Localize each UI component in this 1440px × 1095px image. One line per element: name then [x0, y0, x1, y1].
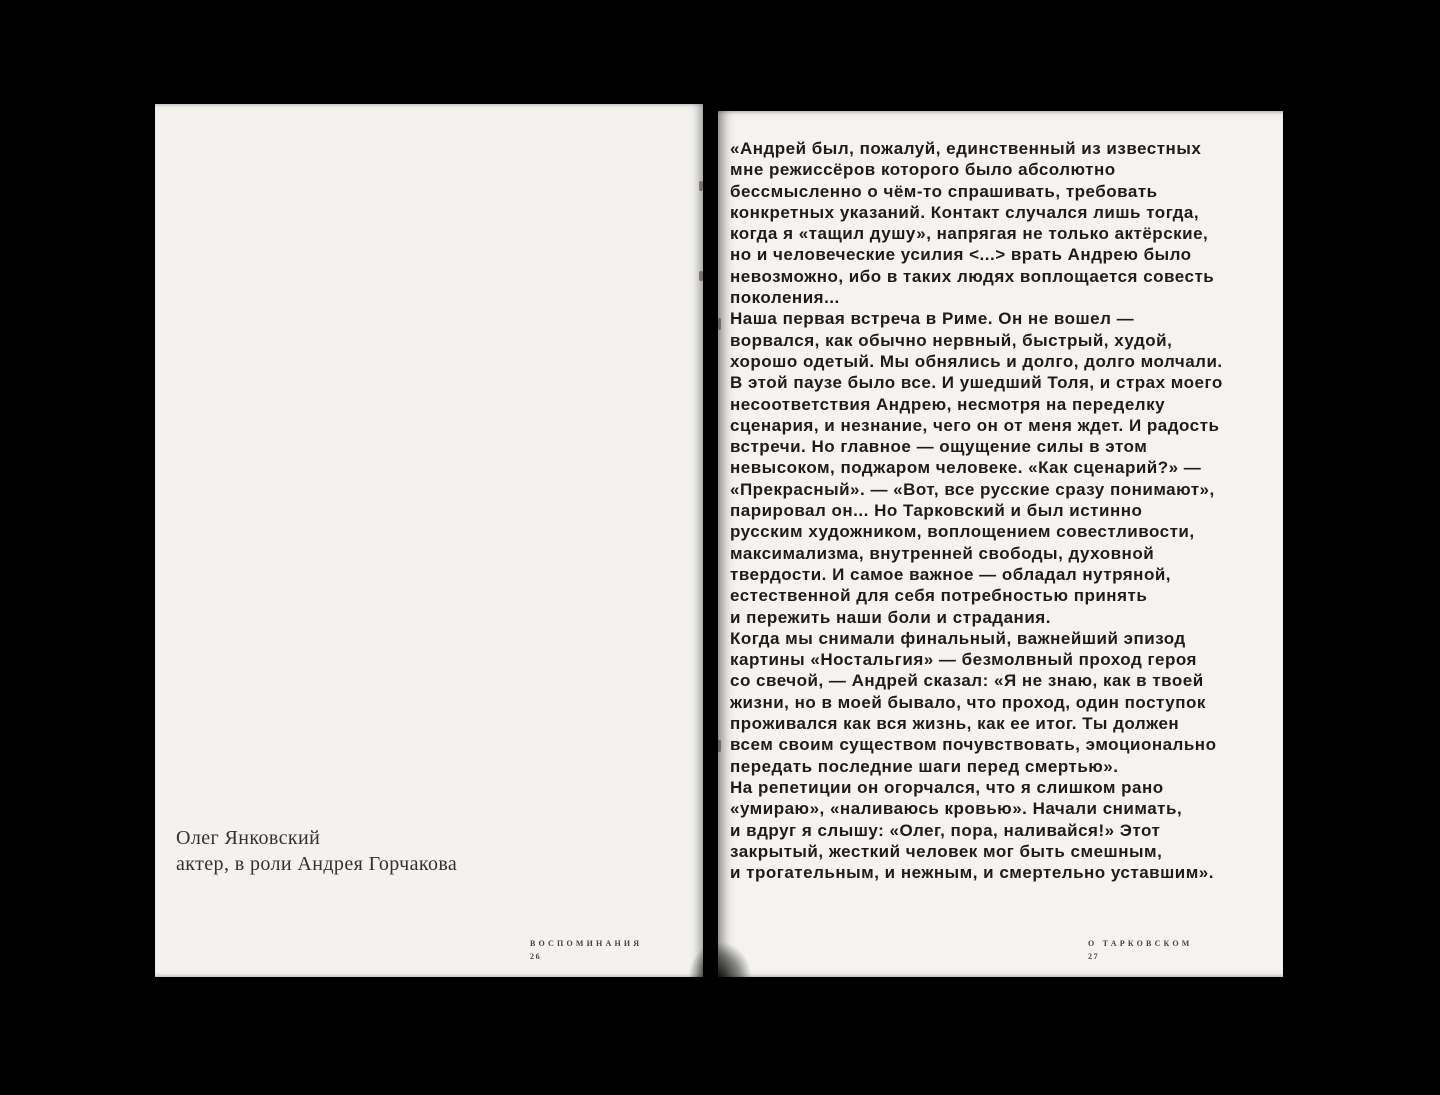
text-line: когда я «тащил душу», напрягая не только актёрские,: [730, 224, 1209, 244]
attribution-name: Олег Янковский: [176, 827, 321, 849]
text-line: максимализма, внутренней свободы, духовной: [730, 543, 1155, 563]
text-line: всем своим существом почувствовать, эмоционально: [730, 735, 1217, 755]
text-line: встречи. Но главное — ощущение силы в этом: [730, 437, 1148, 457]
text-line: поколения...: [730, 288, 840, 308]
text-line: и пережить наши боли и страдания.: [730, 607, 1051, 627]
text-line: закрытый, жесткий человек мог быть смешным,: [730, 841, 1163, 861]
attribution-block: [176, 826, 457, 877]
memoir-text: [730, 138, 1223, 883]
text-line: невозможно, ибо в таких людях воплощается совесть: [730, 266, 1215, 286]
binding-stitch-mark: [718, 740, 721, 752]
text-line: «умираю», «наливаюсь кровью». Начали снимать,: [730, 799, 1183, 819]
text-line: В этой паузе было все. И ушедший Толя, и страх моего: [730, 373, 1223, 393]
text-line: Наша первая встреча в Риме. Он не вошел —: [730, 309, 1135, 329]
text-line: картины «Ностальгия» — безмолвный проход героя: [730, 650, 1197, 670]
right-page: [718, 111, 1283, 977]
text-line: русским художником, воплощением совестливости,: [730, 522, 1195, 542]
text-line: и трогательным, и нежным, и смертельно уставшим».: [730, 863, 1214, 883]
text-line: невысоком, поджаром человеке. «Как сценарий?» —: [730, 458, 1202, 478]
binding-stitch-mark: [699, 271, 703, 281]
text-line: «Андрей был, пожалуй, единственный из известных: [730, 139, 1202, 158]
text-line: ворвался, как обычно нервный, быстрый, худой,: [730, 330, 1173, 350]
text-line: естественной для себя потребностью принять: [730, 586, 1148, 606]
text-line: но и человеческие усилия <...> врать Андрею было: [730, 245, 1192, 265]
left-page-number: 26: [530, 952, 542, 961]
text-line: мне режиссёров которого было абсолютно: [730, 160, 1116, 180]
text-line: сценария, и незнание, чего он от меня ждет. И радость: [730, 415, 1220, 435]
text-line: Когда мы снимали финальный, важнейший эпизод: [730, 628, 1186, 648]
text-line: и вдруг я слышу: «Олег, пора, наливайся!» Этот: [730, 820, 1161, 840]
right-footer-section-title: О ТАРКОВСКОМ: [1088, 939, 1193, 948]
binding-stitch-mark: [718, 318, 721, 330]
text-line: со свечой, — Андрей сказал: «Я не знаю, как в твоей: [730, 671, 1204, 691]
right-running-footer: [1088, 939, 1193, 962]
attribution-role: актер, в роли Андрея Горчакова: [176, 852, 458, 875]
text-line: передать последние шаги перед смертью».: [730, 756, 1119, 776]
left-page: [155, 104, 703, 977]
text-line: несоответствия Андрею, несмотря на переделку: [730, 394, 1166, 414]
text-line: твердости. И самое важное — обладал нутряной,: [730, 564, 1172, 584]
text-line: проживался как вся жизнь, как ее итог. Ты должен: [730, 714, 1180, 734]
binding-stitch-mark: [699, 181, 703, 191]
text-line: парировал он... Но Тарковский и был истинно: [730, 501, 1143, 521]
text-line: жизни, но в моей бывало, что проход, один поступок: [730, 692, 1206, 712]
left-footer-section-title: ВОСПОМИНАНИЯ: [530, 939, 643, 948]
text-line: «Прекрасный». — «Вот, все русские сразу понимают»,: [730, 479, 1215, 499]
right-page-number: 27: [1088, 952, 1100, 961]
left-running-footer: [530, 939, 642, 962]
text-line: конкретных указаний. Контакт случался лишь тогда,: [730, 202, 1200, 222]
text-line: бессмысленно о чём-то спрашивать, требовать: [730, 181, 1158, 201]
text-line: хорошо одетый. Мы обнялись и долго, долго молчали.: [730, 351, 1223, 371]
text-line: На репетиции он огорчался, что я слишком рано: [730, 777, 1164, 797]
